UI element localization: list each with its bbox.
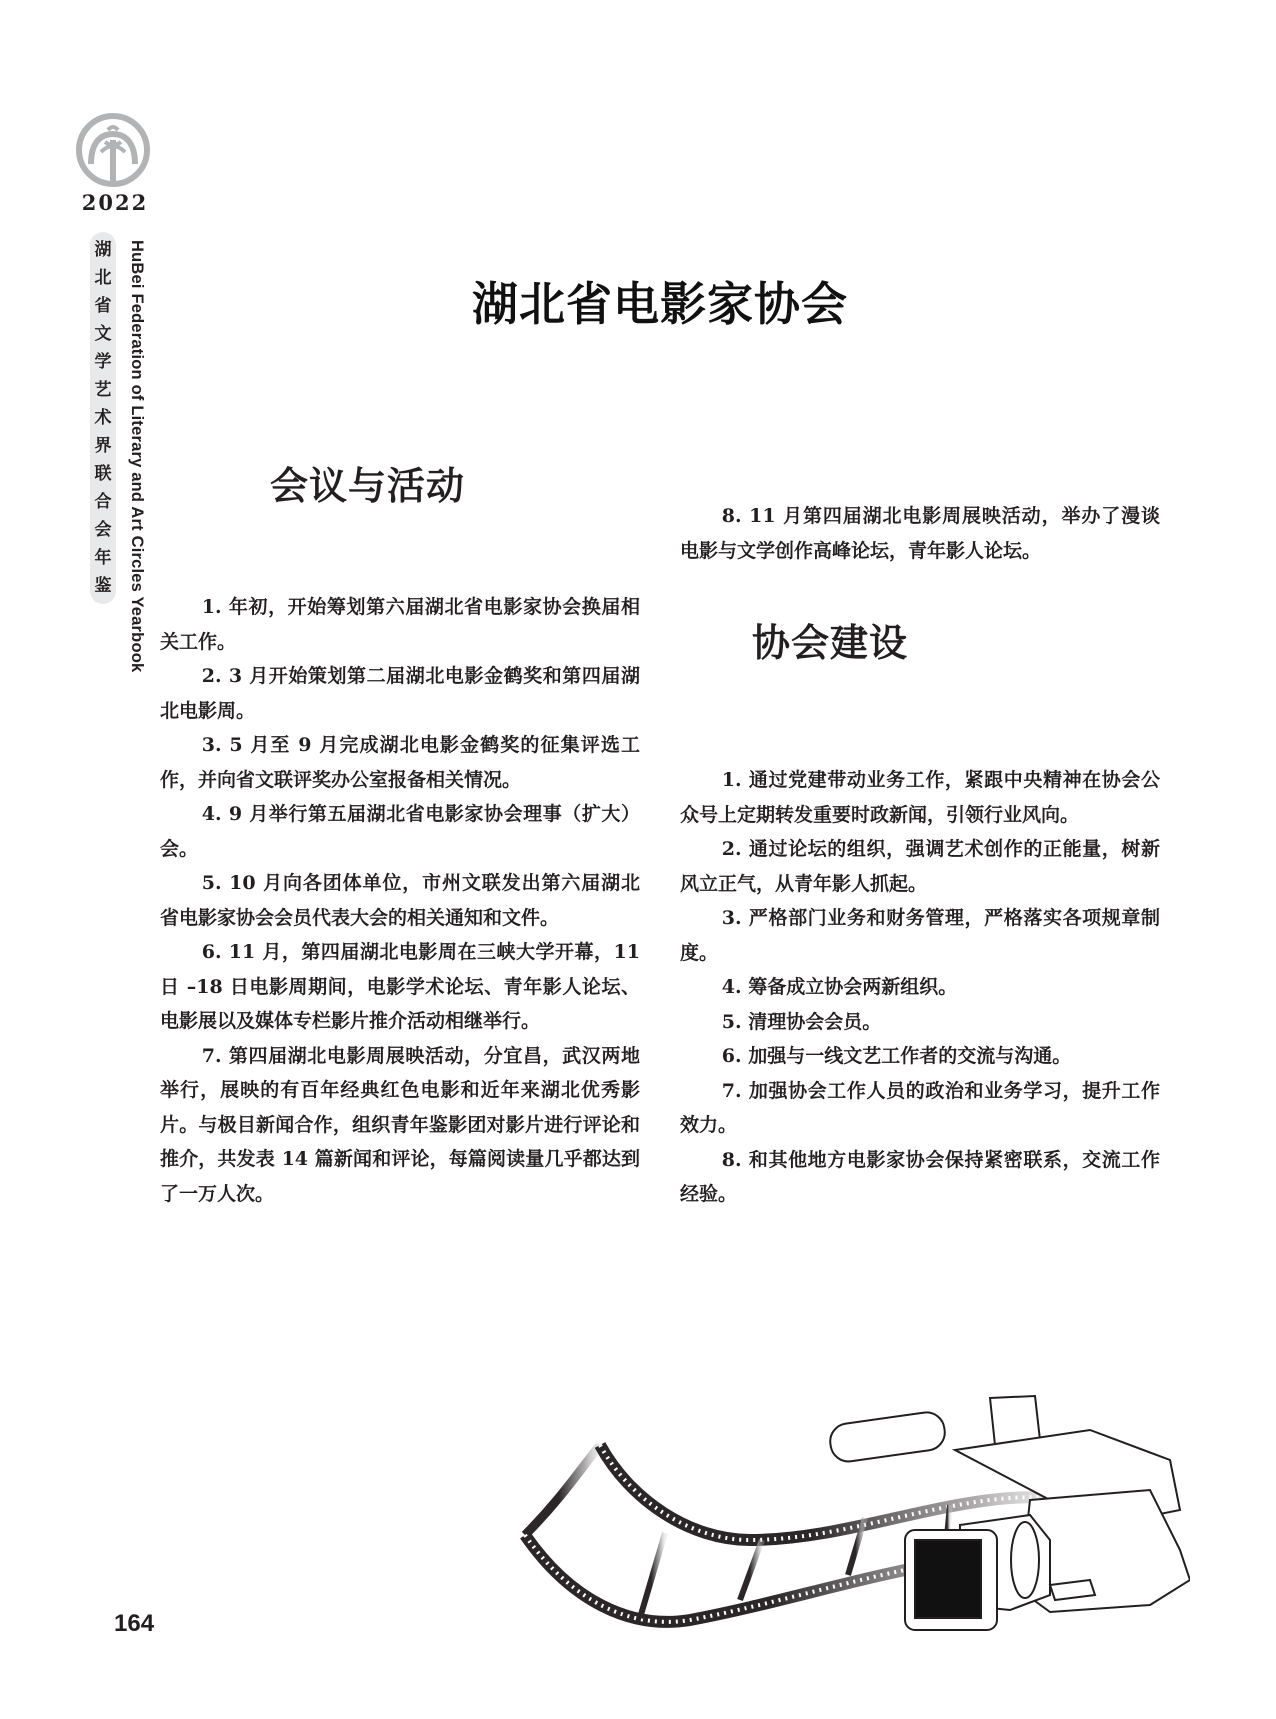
list-item: 1. 通过党建带动业务工作，紧跟中央精神在协会公众号上定期转发重要时政新闻，引领行业风向。 [680, 769, 1160, 826]
meetings-list-continued [680, 499, 1160, 568]
meetings-list [160, 590, 640, 1211]
list-item: 8. 11 月第四届湖北电影周展映活动，举办了漫谈电影与文学创作高峰论坛，青年影人论坛。 [680, 505, 1160, 562]
list-item: 2. 3 月开始策划第二届湖北电影金鹤奖和第四届湖北电影周。 [160, 665, 640, 722]
side-char: 鉴 [94, 576, 112, 596]
side-title-chinese [90, 232, 116, 604]
list-item: 7. 加强协会工作人员的政治和业务学习，提升工作效力。 [680, 1079, 1160, 1136]
hubei-federation-emblem-icon [75, 112, 151, 188]
side-char: 联 [94, 464, 112, 484]
side-char: 艺 [94, 380, 112, 400]
list-item: 6. 11 月，第四届湖北电影周在三峡大学开幕，11 日 –18 日电影周期间，电影学术论坛、青年影人论坛、电影展以及媒体专栏影片推介活动相继举行。 [160, 941, 640, 1032]
list-item: 7. 第四届湖北电影周展映活动，分宜昌，武汉两地举行，展映的有百年经典红色电影和近年来湖北优秀影片。与极目新闻合作，组织青年鉴影团对影片进行评论和推介，共发表 14 篇新闻和评论，每篇阅读量几乎都达到了一万人次。 [160, 1044, 640, 1205]
section-heading-meetings: 会议与活动 [270, 464, 466, 508]
yearbook-year: 2022 [81, 190, 149, 215]
video-camera-icon [828, 1396, 1190, 1630]
side-char: 湖 [94, 240, 112, 260]
side-char: 省 [94, 296, 112, 316]
section-heading-building: 协会建设 [752, 621, 909, 665]
side-char: 合 [94, 492, 112, 512]
side-char: 会 [94, 520, 112, 540]
list-item: 4. 9 月举行第五届湖北省电影家协会理事（扩大）会。 [160, 803, 640, 860]
side-char: 学 [94, 352, 112, 372]
side-title-english [126, 240, 148, 673]
list-item: 2. 通过论坛的组织，强调艺术创作的正能量，树新风立正气，从青年影人抓起。 [680, 838, 1160, 895]
building-list [680, 763, 1160, 1212]
list-item: 4. 筹备成立协会两新组织。 [721, 976, 958, 998]
side-title-english-text: HuBei Federation of Literary and Art Circles Yearbook [128, 240, 146, 673]
side-char: 文 [94, 324, 112, 344]
side-char: 界 [94, 436, 112, 456]
page-title: 湖北省电影家协会 [472, 277, 848, 331]
list-item: 8. 和其他地方电影家协会保持紧密联系，交流工作经验。 [680, 1148, 1160, 1205]
side-char: 北 [94, 268, 112, 288]
list-item: 3. 严格部门业务和财务管理，严格落实各项规章制度。 [680, 907, 1160, 964]
list-item: 5. 清理协会会员。 [721, 1010, 882, 1033]
side-char: 术 [94, 408, 112, 428]
side-char: 年 [94, 548, 112, 568]
list-item: 3. 5 月至 9 月完成湖北电影金鹤奖的征集评选工作，并向省文联评奖办公室报备相关情况。 [160, 734, 640, 791]
list-item: 1. 年初，开始筹划第六届湖北省电影家协会换届相关工作。 [160, 596, 640, 653]
page-number: 164 [114, 1610, 155, 1637]
list-item: 5. 10 月向各团体单位，市州文联发出第六届湖北省电影家协会会员代表大会的相关通知和文件。 [160, 872, 640, 929]
list-item: 6. 加强与一线文艺工作者的交流与沟通。 [721, 1045, 1072, 1067]
film-camera-illustration [490, 1390, 1190, 1690]
